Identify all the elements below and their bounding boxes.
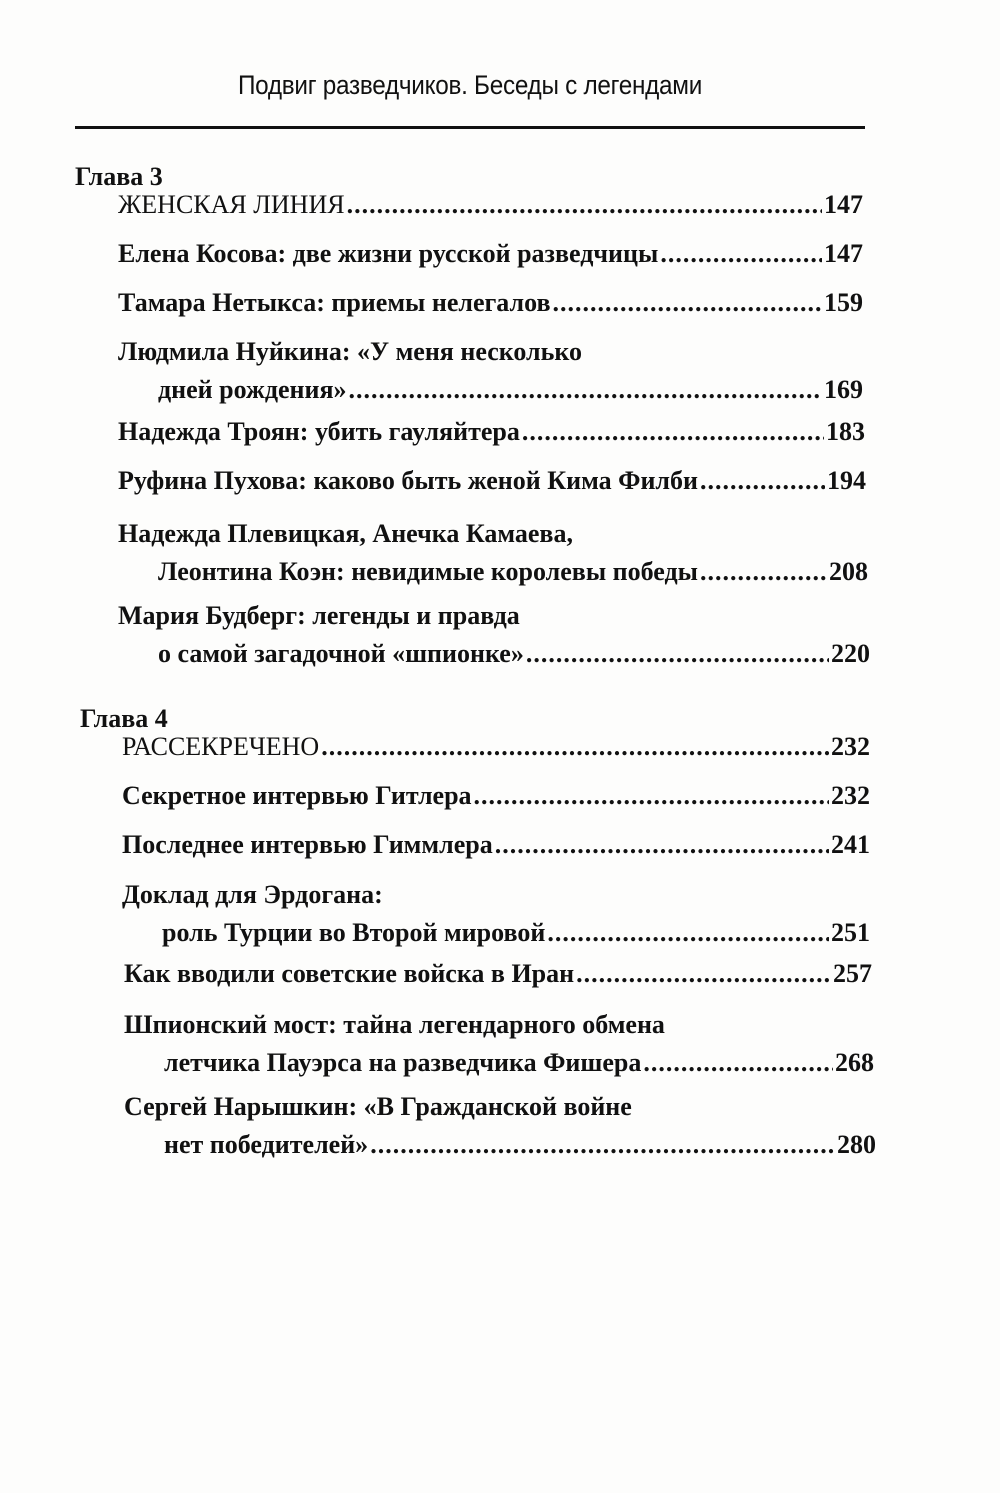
page-number: 241 <box>831 830 870 859</box>
page-number: 251 <box>831 918 870 947</box>
page-number: 280 <box>837 1130 876 1159</box>
entry-title-line-1: Доклад для Эрдогана: <box>122 880 383 909</box>
leader-dots <box>553 284 822 322</box>
page-number: 232 <box>831 781 870 810</box>
entry-title-line-1: Надежда Плевицкая, Анечка Камаева, <box>118 519 573 548</box>
leader-dots <box>660 235 822 273</box>
leader-dots <box>643 1044 833 1082</box>
page-number: 257 <box>833 959 872 988</box>
entry-title-line-2: роль Турции во Второй мировой <box>162 918 546 947</box>
toc-entry[interactable] <box>118 413 865 451</box>
entry-title: Секретное интервью Гитлера <box>122 781 472 810</box>
chapter-3-label: Глава 3 <box>75 162 163 191</box>
entry-title-line-1: Мария Будберг: легенды и правда <box>118 601 520 630</box>
entry-title: Елена Косова: две жизни русской разведчицы <box>118 239 659 268</box>
page-number: 159 <box>824 288 863 317</box>
chapter-4-label: Глава 4 <box>80 704 168 733</box>
leader-dots <box>474 777 829 815</box>
entry-title-line-1: Людмила Нуйкина: «У меня несколько <box>118 337 583 366</box>
section-title: ЖЕНСКАЯ ЛИНИЯ <box>118 190 345 219</box>
toc-entry[interactable] <box>118 597 870 673</box>
toc-entry[interactable] <box>118 284 863 322</box>
leader-dots <box>547 914 829 952</box>
header-rule <box>75 126 865 129</box>
section-title: РАССЕКРЕЧЕНО <box>122 732 320 761</box>
toc-entry[interactable] <box>122 876 870 952</box>
entry-title-line-2: дней рождения» <box>158 375 347 404</box>
leader-dots <box>522 413 824 451</box>
page-number: 232 <box>831 732 870 761</box>
toc-entry-chapter-4-title[interactable] <box>122 728 870 766</box>
toc-entry[interactable] <box>124 1088 876 1164</box>
page-number: 208 <box>829 557 868 586</box>
toc-entry[interactable] <box>118 515 868 591</box>
leader-dots <box>370 1126 835 1164</box>
page-number: 147 <box>824 239 863 268</box>
entry-title: Руфина Пухова: каково быть женой Кима Филби <box>118 466 698 495</box>
entry-title-line-2: нет победителей» <box>164 1130 369 1159</box>
leader-dots <box>526 635 829 673</box>
leader-dots <box>321 728 829 766</box>
entry-title: Надежда Троян: убить гауляйтера <box>118 417 520 446</box>
leader-dots <box>700 462 825 500</box>
entry-title: Тамара Нетыкса: приемы нелегалов <box>118 288 551 317</box>
toc-entry[interactable] <box>118 235 863 273</box>
entry-title-line-2: Леонтина Коэн: невидимые королевы победы <box>158 557 698 586</box>
entry-title: Как вводили советские войска в Иран <box>124 959 575 988</box>
toc-entry[interactable] <box>122 826 870 864</box>
leader-dots <box>576 955 831 993</box>
leader-dots <box>349 371 822 409</box>
leader-dots <box>347 186 822 224</box>
entry-title-line-2: о самой загадочной «шпионке» <box>158 639 524 668</box>
toc-entry-chapter-3-title[interactable] <box>118 186 863 224</box>
leader-dots <box>700 553 827 591</box>
page-number: 194 <box>827 466 866 495</box>
toc-entry[interactable] <box>118 462 866 500</box>
toc-entry[interactable] <box>124 955 872 993</box>
entry-title-line-1: Сергей Нарышкин: «В Гражданской войне <box>124 1092 632 1121</box>
entry-title: Последнее интервью Гиммлера <box>122 830 493 859</box>
page-number: 147 <box>824 190 863 219</box>
entry-title-line-2: летчика Пауэрса на разведчика Фишера <box>164 1048 642 1077</box>
page-number: 220 <box>831 639 870 668</box>
running-title: Подвиг разведчиков. Беседы с легендами <box>237 70 703 100</box>
leader-dots <box>495 826 829 864</box>
toc-entry[interactable] <box>124 1006 874 1082</box>
entry-title-line-1: Шпионский мост: тайна легендарного обмена <box>124 1010 665 1039</box>
toc-entry[interactable] <box>118 333 863 409</box>
page-number: 183 <box>826 417 865 446</box>
page-number: 268 <box>835 1048 874 1077</box>
toc-entry[interactable] <box>122 777 870 815</box>
page-number: 169 <box>824 375 863 404</box>
